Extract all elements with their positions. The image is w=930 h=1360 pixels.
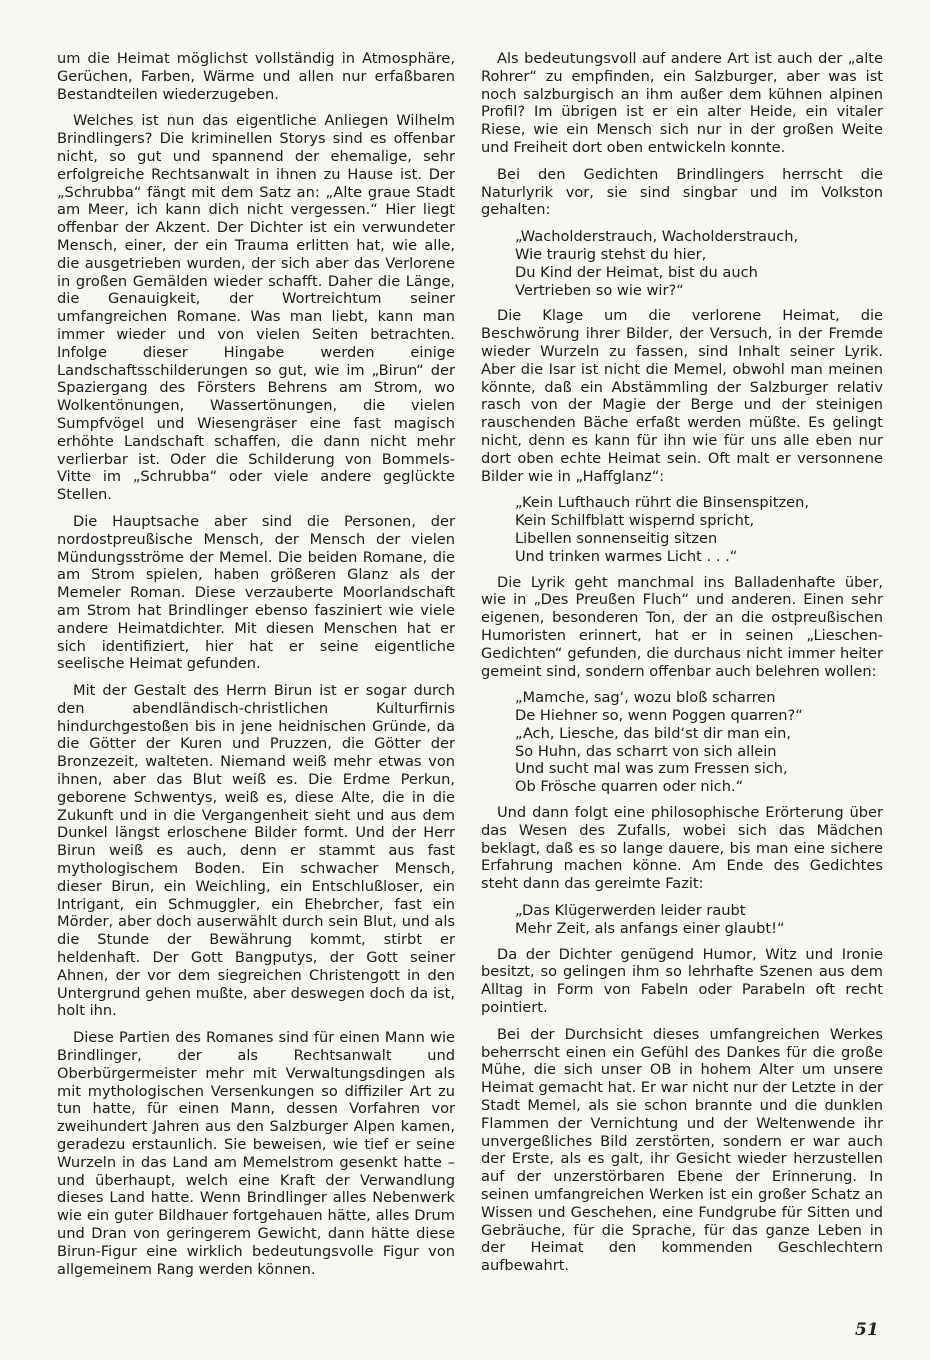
poem-line: „Wacholderstrauch, Wacholderstrauch, (515, 228, 799, 246)
poem-line: Und sucht mal was zum Fressen sich, (515, 760, 788, 778)
right-column (481, 50, 883, 1284)
poem-line: De Hiehner so, wenn Poggen quarren?“ (515, 707, 803, 725)
poem-quote-lieschen (515, 689, 883, 796)
paragraph: Die Lyrik geht manchmal ins Balladenhafte über, wie in „Des Preußen Fluch“ und anderen. Einen sehr eigenen, besonderen Ton, der an die ostpreußischen Humoristen erinnert, hat er in seinen „Lieschen-Gedichten“ gefunden, die durchaus nicht immer heiter gemeint sind, sondern offenbar auch belehren wollen: (481, 573, 883, 680)
paragraph: Und dann folgt eine philosophische Erörterung über das Wesen des Zufalls, wobei sich das Mädchen beklagt, daß es so lange dauere, bis man eine sichere Erfahrung machen könne. Am Ende des Gedichtes steht dann das gereimte Fazit: (481, 804, 883, 893)
paragraph: Die Hauptsache aber sind die Personen, der nordostpreußische Mensch, der Mensch der vielen Mündungsströme der Memel. Die beiden Romane, die am Strom spielen, haben größeren Glanz als der Memeler Roman. Diese verzauberte Moorlandschaft am Strom hat Brindlinger ebenso fasziniert wie viele andere Heimatdichter. Mit diesen Menschen hat er sich identifiziert, hier hat er seine eigentliche seelische Heimat gefunden. (57, 512, 455, 673)
poem-quote-wacholderstrauch (515, 228, 883, 299)
poem-line: Kein Schilfblatt wispernd spricht, (515, 512, 755, 530)
poem-line: Ob Frösche quarren oder nich.“ (515, 778, 744, 796)
paragraph: Die Klage um die verlorene Heimat, die Beschwörung ihrer Bilder, der Versuch, in der Fremde wieder Wurzeln zu fassen, sind Inhalt seiner Lyrik. Aber die Isar ist nicht die Memel, obwohl man meinen könnte, daß ein Abstämmling der Salzburger relativ rasch von der Magie der Berge und der steinigen rauschenden Bäche erfaßt werden müßte. Es gelingt nicht, denn es kann für ihn wie für uns alle eben nur dort oben echte Heimat sein. Oft malt er versonnene Bilder wie in „Haffglanz“: (481, 307, 883, 485)
poem-line: So Huhn, das scharrt von sich allein (515, 742, 777, 760)
poem-line: „Ach, Liesche, das bild‘st dir man ein, (515, 724, 792, 742)
page-number: 51 (855, 1320, 879, 1340)
paragraph: Als bedeutungsvoll auf andere Art ist auch der „alte Rohrer“ zu empfinden, ein Salzburger, aber was ist noch salzburgisch an ihm außer dem kühnen alpinen Profil? Im übrigen ist er ein alter Heide, ein vitaler Riese, wie ein Mensch sich nur in der großen Weite und Freiheit dort oben entwickeln konnte. (481, 50, 883, 156)
poem-line: Und trinken warmes Licht . . .“ (515, 547, 738, 565)
paragraph: Bei der Durchsicht dieses umfangreichen Werkes beherrscht einen ein Gefühl des Dankes für die große Mühe, die sich unser OB in hohem Alter um unsere Heimat gemacht hat. Er war nicht nur der Letzte in der Stadt Memel, als sie schon brannte und die dunklen Flammen der Vernichtung und der Weltenwende ihr unvergeßliches Bild zerstörten, sondern er war auch der Erste, als es galt, ihr Gesicht wieder herzustellen auf der unzerstörbaren Ebene der Erinnerung. In seinen umfangreichen Werken ist ein großer Schatz an Wissen und Geschehen, eine Fundgrube für Sitten und Gebräuche, für die Sprache, für das ganze Leben in der Heimat den kommenden Geschlechtern aufbewahrt. (481, 1025, 883, 1275)
poem-line: Vertrieben so wie wir?“ (515, 281, 684, 299)
paragraph: Da der Dichter genügend Humor, Witz und Ironie besitzt, so gelingen ihm so lehrhafte Szenen aus dem Alltag in Form von Fabeln oder Parabeln oft recht pointiert. (481, 945, 883, 1017)
poem-line: Wie traurig stehst du hier, (515, 245, 707, 263)
poem-quote-haffglanz (515, 494, 883, 565)
paragraph: Bei den Gedichten Brindlingers herrscht die Naturlyrik vor, sie sind singbar und im Volkston gehalten: (481, 165, 883, 219)
poem-line: „Das Klügerwerden leider raubt (515, 902, 746, 920)
poem-line: Mehr Zeit, als anfangs einer glaubt!“ (515, 919, 785, 937)
paragraph: um die Heimat möglichst vollständig in Atmosphäre, Gerüchen, Farben, Wärme und allen nur erfaßbaren Bestandteilen wiederzugeben. (57, 50, 455, 103)
left-column (57, 50, 455, 1287)
poem-line: „Kein Lufthauch rührt die Binsenspitzen, (515, 494, 809, 512)
paragraph: Welches ist nun das eigentliche Anliegen Wilhelm Brindlingers? Die kriminellen Storys sind es offenbar nicht, so gut und spannend der ehemalige, sehr erfolgreiche Rechtsanwalt in ihnen zu Hause ist. Der „Schrubba“ fängt mit dem Satz an: „Alte graue Stadt am Meer, ich kann dich nicht vergessen.“ Hier liegt offenbar der Akzent. Der Dichter ist ein verwundeter Mensch, einer, der ein Trauma erlitten hat, wie alle, die ausgetrieben wurden, der sich aber das Verlorene in großen Gemälden wieder schafft. Daher die Länge, die Genauigkeit, der Wortreichtum seiner umfangreichen Romane. Was man liebt, kann man immer wieder und von vielen Seiten betrachten. Infolge dieser Hingabe werden einige Landschaftsschilderungen so gut, wie im „Birun“ der Spaziergang des Försters Behrens am Strom, wo Wolkentönungen, Wassertönungen, die vielen Sumpfvögel und Wiesengräser eine fast magisch erhöhte Landschaft schaffen, die dann nicht mehr verlierbar ist. Oder die Schilderung von Bommels-Vitte im „Schrubba“ oder viele andere geglückte Stellen. (57, 112, 455, 504)
paragraph: Diese Partien des Romanes sind für einen Mann wie Brindlinger, der als Rechtsanwalt und Oberbürgermeister mehr mit Verwaltungsdingen als mit mythologischen Versenkungen so diffiziler Art zu tun hatte, für einen Mann, dessen Vorfahren vor zweihundert Jahren aus den Salzburger Alpen kamen, geradezu erstaunlich. Sie beweisen, wie tief er seine Wurzeln in das Land am Memelstrom gesenkt hatte – und überhaupt, welch eine Kraft der Verwandlung dieses Land hatte. Wenn Brindlinger alles Nebenwerk wie ein guter Bildhauer fortgehauen hätte, alles Drum und Dran von geringerem Gewicht, dann hätte diese Birun-Figur eine wirklich bedeutungsvolle Figur von allgemeinem Rang werden können. (57, 1029, 455, 1278)
poem-line: „Mamche, sag‘, wozu bloß scharren (515, 689, 776, 707)
poem-quote-fazit (515, 902, 883, 938)
paragraph: Mit der Gestalt des Herrn Birun ist er sogar durch den abendländisch-christlichen Kulturfirnis hindurchgestoßen bis in jene heidnischen Gründe, da die Götter der Kuren und Pruzzen, die Götter der Bronzezeit, walteten. Niemand weiß mehr etwas von ihnen, aber das Blut weiß es. Die Erdme Perkun, geborene Schwentys, weiß es, diese Alte, die in die Zukunft und in die Vergangenheit sieht und aus dem Dunkel längst erloschene Bilder formt. Und der Herr Birun weiß es auch, denn er stammt aus fast mythologischem Boden. Ein schwacher Mensch, dieser Birun, ein Weichling, ein Entschlußloser, ein Intrigant, ein Schmuggler, ein Ehebrcher, fast ein Mörder, aber doch auserwählt durch sein Blut, und als die Stunde der Bewährung kommt, stirbt er heldenhaft. Der Gott Bangputys, der Gott seiner Ahnen, der vor dem siegreichen Christengott in den Untergrund gehen mußte, aber deswegen doch da ist, holt ihn. (57, 682, 455, 1020)
poem-line: Du Kind der Heimat, bist du auch (515, 263, 758, 281)
poem-line: Libellen sonnenseitig sitzen (515, 529, 718, 547)
